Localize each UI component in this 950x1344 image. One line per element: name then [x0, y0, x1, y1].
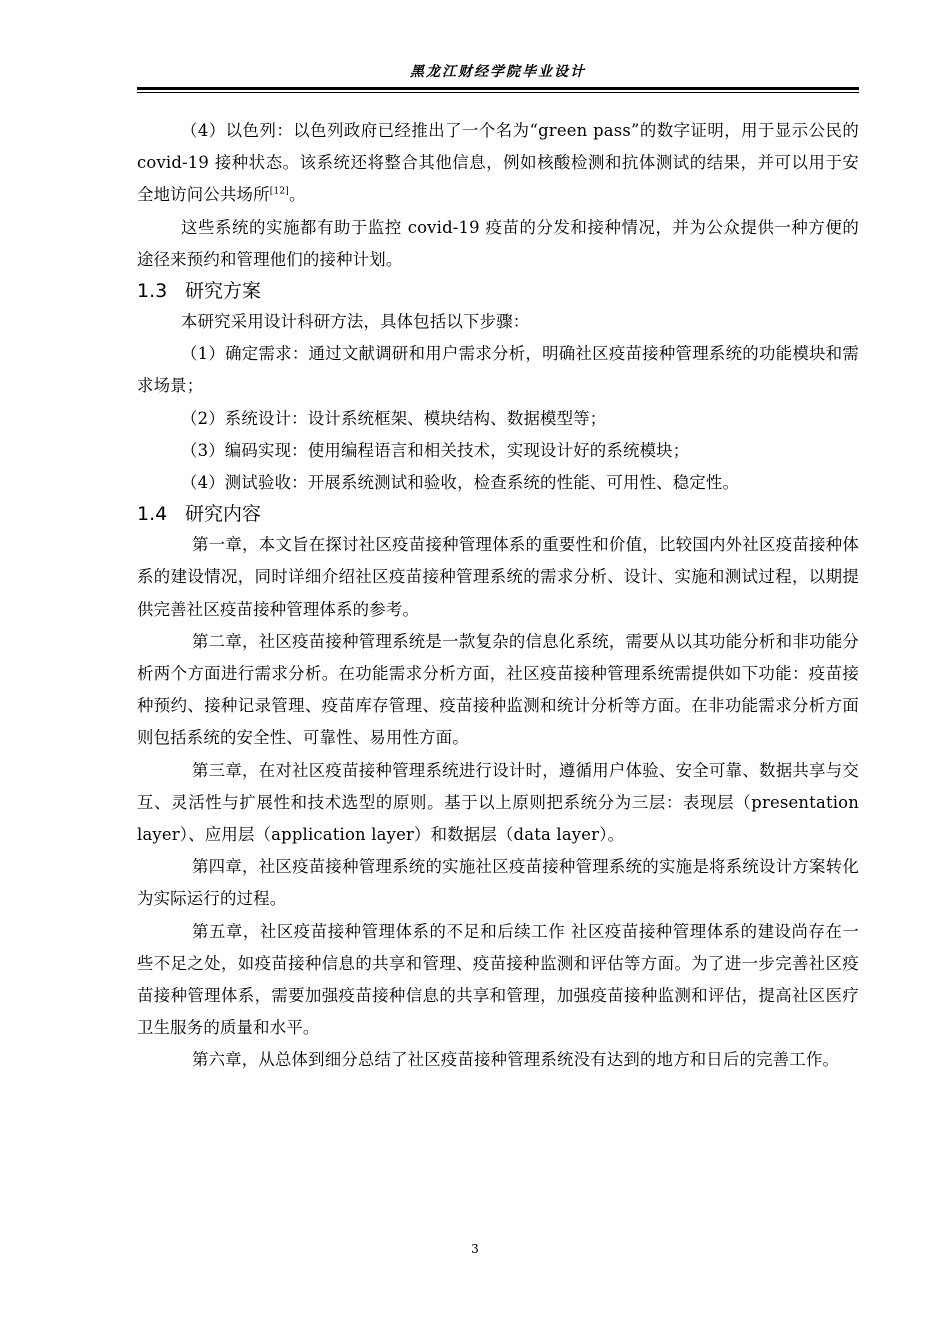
paragraph-chapter-6: 第六章，从总体到细分总结了社区疫苗接种管理系统没有达到的地方和日后的完善工作。 [192, 1050, 840, 1070]
page-header [137, 62, 859, 92]
list-item-step-3: （3）编码实现：使用编程语言和相关技术，实现设计好的系统模块； [181, 440, 690, 460]
section-title: 研究内容 [185, 503, 262, 526]
section-heading-1-3 [137, 276, 859, 306]
citation-ref: [12] [269, 186, 290, 197]
page-body [137, 115, 859, 1077]
section-number: 1.3 [137, 280, 168, 303]
paragraph-chapter-2: 第二章，社区疫苗接种管理系统是一款复杂的信息化系统，需要从以其功能分析和非功能分析两个方面进行需求分析。在功能需求分析方面，社区疫苗接种管理系统需提供如下功能：疫苗接种预约、接种记录管理、疫苗库存管理、疫苗接种监测和统计分析等方面。在非功能需求分析方面则包括系统的安全性、可靠性、易用性方面。 [137, 631, 859, 748]
header-rule-thin [137, 92, 859, 93]
section-number: 1.4 [137, 503, 168, 526]
paragraph-chapter-4: 第四章，社区疫苗接种管理系统的实施社区疫苗接种管理系统的实施是将系统设计方案转化为实际运行的过程。 [137, 857, 859, 909]
paragraph-israel-end: 。 [289, 185, 306, 205]
paragraph-method-intro: 本研究采用设计科研方法，具体包括以下步骤： [181, 312, 530, 332]
paragraph-chapter-5: 第五章，社区疫苗接种管理体系的不足和后续工作 社区疫苗接种管理体系的建设尚存在一些不足之处，如疫苗接种信息的共享和管理、疫苗接种监测和评估等方面。为了进一步完善社区疫苗接种管理体系，需要加强疫苗接种信息的共享和管理，加强疫苗接种监测和评估，提高社区医疗卫生服务的质量和水平。 [137, 921, 859, 1038]
paragraph-israel-text: （4）以色列：以色列政府已经推出了一个名为“green pass”的数字证明，用于显示公民的 covid-19 接种状态。该系统还将整合其他信息，例如核酸检测和抗体测试的结果，并可以用于安全地访问公共场所 [137, 121, 859, 205]
section-heading-1-4 [137, 499, 859, 529]
paragraph-chapter-3: 第三章，在对社区疫苗接种管理系统进行设计时，遵循用户体验、安全可靠、数据共享与交互、灵活性与扩展性和技术选型的原则。基于以上原则把系统分为三层：表现层（presentation layer）、应用层（application layer）和数据层（data layer）。 [137, 760, 859, 845]
paragraph-chapter-1: 第一章，本文旨在探讨社区疫苗接种管理体系的重要性和价值，比较国内外社区疫苗接种体系的建设情况，同时详细介绍社区疫苗接种管理系统的需求分析、设计、实施和测试过程，以期提供完善社区疫苗接种管理体系的参考。 [137, 535, 859, 619]
paragraph-summary: 这些系统的实施都有助于监控 covid-19 疫苗的分发和接种情况，并为公众提供一种方便的途径来预约和管理他们的接种计划。 [137, 217, 859, 269]
page-number: 3 [471, 1242, 479, 1256]
list-item-step-2: （2）系统设计：设计系统框架、模块结构、数据模型等； [181, 408, 607, 428]
header-rule-thick [137, 87, 859, 90]
list-item-step-4: （4）测试验收：开展系统测试和验收，检查系统的性能、可用性、稳定性。 [181, 473, 740, 493]
paragraph-israel [137, 115, 859, 212]
header-title: 黑龙江财经学院毕业设计 [410, 64, 586, 80]
section-title: 研究方案 [185, 280, 262, 303]
list-item-step-1: （1）确定需求：通过文献调研和用户需求分析，明确社区疫苗接种管理系统的功能模块和需求场景； [137, 344, 859, 396]
